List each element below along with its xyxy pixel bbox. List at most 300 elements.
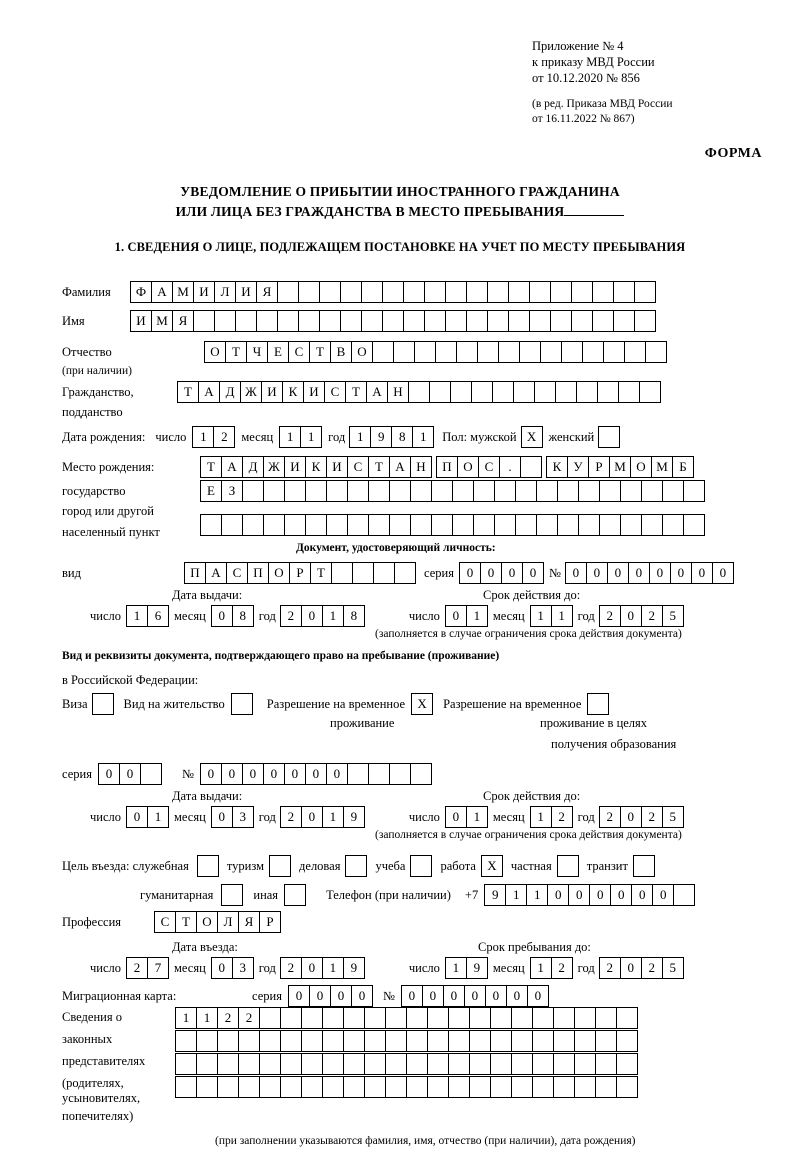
form-cell[interactable]: 1 — [530, 957, 552, 979]
doc-issue-month-cells[interactable] — [211, 605, 254, 627]
form-cell[interactable] — [561, 341, 583, 363]
form-cell[interactable] — [385, 1007, 407, 1029]
form-cell[interactable]: К — [546, 456, 568, 478]
form-cell[interactable] — [683, 480, 705, 502]
form-cell[interactable] — [529, 310, 551, 332]
form-cell[interactable]: М — [151, 310, 173, 332]
form-cell[interactable] — [319, 310, 341, 332]
form-cell[interactable] — [347, 763, 369, 785]
form-cell[interactable]: 0 — [628, 562, 650, 584]
form-cell[interactable]: 1 — [192, 426, 214, 448]
form-cell[interactable] — [662, 480, 684, 502]
phone-cells[interactable] — [484, 884, 695, 906]
form-cell[interactable]: 8 — [391, 426, 413, 448]
form-cell[interactable]: А — [198, 381, 220, 403]
form-cell[interactable]: 0 — [547, 884, 569, 906]
form-cell[interactable] — [410, 480, 432, 502]
form-cell[interactable]: И — [284, 456, 306, 478]
form-cell[interactable] — [343, 1053, 365, 1075]
form-cell[interactable] — [238, 1053, 260, 1075]
form-cell[interactable]: 0 — [301, 605, 323, 627]
form-cell[interactable] — [263, 514, 285, 536]
form-cell[interactable]: 3 — [232, 806, 254, 828]
form-cell[interactable] — [662, 514, 684, 536]
form-cell[interactable]: 0 — [119, 763, 141, 785]
mig-number-cells[interactable] — [401, 985, 549, 1007]
form-cell[interactable] — [477, 341, 499, 363]
form-cell[interactable] — [452, 514, 474, 536]
form-cell[interactable] — [217, 1076, 239, 1098]
form-cell[interactable] — [553, 1007, 575, 1029]
form-cell[interactable] — [280, 1007, 302, 1029]
entry-month-cells[interactable] — [211, 957, 254, 979]
form-cell[interactable] — [389, 480, 411, 502]
form-cell[interactable] — [498, 341, 520, 363]
form-cell[interactable] — [620, 514, 642, 536]
form-cell[interactable] — [200, 514, 222, 536]
form-cell[interactable] — [448, 1030, 470, 1052]
form-cell[interactable]: 0 — [522, 562, 544, 584]
form-cell[interactable]: 0 — [126, 806, 148, 828]
mig-series-cells[interactable] — [288, 985, 373, 1007]
form-cell[interactable]: Т — [309, 341, 331, 363]
form-cell[interactable] — [406, 1053, 428, 1075]
form-cell[interactable] — [603, 341, 625, 363]
form-cell[interactable]: Т — [200, 456, 222, 478]
form-cell[interactable]: 0 — [301, 806, 323, 828]
form-cell[interactable]: О — [204, 341, 226, 363]
birth-day-cells[interactable] — [192, 426, 235, 448]
form-cell[interactable] — [301, 1053, 323, 1075]
doc-valid-month-cells[interactable] — [530, 605, 573, 627]
form-cell[interactable]: 2 — [641, 806, 663, 828]
form-cell[interactable] — [175, 1030, 197, 1052]
form-cell[interactable]: С — [226, 562, 248, 584]
purpose-transit-checkbox[interactable] — [633, 855, 655, 877]
form-cell[interactable] — [574, 1007, 596, 1029]
form-cell[interactable] — [469, 1007, 491, 1029]
form-cell[interactable] — [403, 310, 425, 332]
form-cell[interactable]: 1 — [322, 806, 344, 828]
form-cell[interactable]: Я — [172, 310, 194, 332]
form-cell[interactable]: М — [172, 281, 194, 303]
form-cell[interactable] — [382, 310, 404, 332]
form-cell[interactable]: 0 — [607, 562, 629, 584]
form-cell[interactable] — [406, 1007, 428, 1029]
form-cell[interactable]: 0 — [586, 562, 608, 584]
form-cell[interactable]: 0 — [565, 562, 587, 584]
form-cell[interactable]: Р — [289, 562, 311, 584]
form-cell[interactable] — [513, 381, 535, 403]
form-cell[interactable]: Я — [238, 911, 260, 933]
form-cell[interactable]: 1 — [147, 806, 169, 828]
form-cell[interactable] — [406, 1076, 428, 1098]
form-cell[interactable]: 0 — [589, 884, 611, 906]
form-cell[interactable]: 1 — [126, 605, 148, 627]
form-cell[interactable] — [364, 1076, 386, 1098]
form-cell[interactable]: И — [130, 310, 152, 332]
form-cell[interactable]: Я — [256, 281, 278, 303]
form-cell[interactable]: 2 — [599, 957, 621, 979]
form-cell[interactable] — [616, 1053, 638, 1075]
form-cell[interactable] — [427, 1007, 449, 1029]
form-cell[interactable] — [406, 1030, 428, 1052]
form-cell[interactable] — [364, 1007, 386, 1029]
form-cell[interactable] — [238, 1030, 260, 1052]
form-cell[interactable] — [259, 1030, 281, 1052]
form-cell[interactable] — [673, 884, 695, 906]
form-cell[interactable]: 0 — [620, 806, 642, 828]
form-cell[interactable] — [175, 1076, 197, 1098]
form-cell[interactable] — [511, 1053, 533, 1075]
form-cell[interactable] — [140, 763, 162, 785]
form-cell[interactable] — [624, 341, 646, 363]
form-cell[interactable] — [645, 341, 667, 363]
form-cell[interactable] — [511, 1076, 533, 1098]
form-cell[interactable] — [641, 480, 663, 502]
form-cell[interactable] — [599, 480, 621, 502]
form-cell[interactable] — [277, 310, 299, 332]
form-cell[interactable] — [456, 341, 478, 363]
legal-rep-cells-row2[interactable] — [175, 1030, 638, 1052]
form-cell[interactable] — [385, 1076, 407, 1098]
form-cell[interactable]: 0 — [568, 884, 590, 906]
form-cell[interactable]: С — [288, 341, 310, 363]
form-cell[interactable]: 0 — [527, 985, 549, 1007]
form-cell[interactable]: Т — [310, 562, 332, 584]
form-cell[interactable]: О — [351, 341, 373, 363]
form-cell[interactable] — [373, 562, 395, 584]
visa-checkbox[interactable] — [92, 693, 114, 715]
form-cell[interactable]: 0 — [501, 562, 523, 584]
form-cell[interactable] — [639, 381, 661, 403]
form-cell[interactable] — [427, 1076, 449, 1098]
doc-kind-cells[interactable] — [184, 562, 416, 584]
doc-issue-year-cells[interactable] — [280, 605, 365, 627]
form-cell[interactable] — [403, 281, 425, 303]
form-cell[interactable] — [343, 1076, 365, 1098]
stay-number-cells[interactable] — [200, 763, 432, 785]
form-cell[interactable]: 2 — [126, 957, 148, 979]
form-cell[interactable]: Ч — [246, 341, 268, 363]
form-cell[interactable] — [280, 1076, 302, 1098]
temp-residence-checkbox[interactable]: X — [411, 693, 433, 715]
form-cell[interactable] — [352, 562, 374, 584]
form-cell[interactable] — [217, 1053, 239, 1075]
stay-issue-day-cells[interactable] — [126, 806, 169, 828]
form-cell[interactable] — [620, 480, 642, 502]
form-cell[interactable] — [471, 381, 493, 403]
form-cell[interactable] — [550, 281, 572, 303]
stay-valid-year-cells[interactable] — [599, 806, 684, 828]
form-cell[interactable] — [217, 1030, 239, 1052]
stay-issue-month-cells[interactable] — [211, 806, 254, 828]
form-cell[interactable] — [322, 1053, 344, 1075]
stay-series-cells[interactable] — [98, 763, 162, 785]
form-cell[interactable] — [508, 281, 530, 303]
form-cell[interactable] — [319, 281, 341, 303]
form-cell[interactable] — [196, 1030, 218, 1052]
profession-cells[interactable] — [154, 911, 281, 933]
form-cell[interactable]: И — [193, 281, 215, 303]
patronymic-cells[interactable] — [204, 341, 667, 363]
form-cell[interactable]: И — [235, 281, 257, 303]
form-cell[interactable] — [641, 514, 663, 536]
form-cell[interactable]: О — [630, 456, 652, 478]
form-cell[interactable]: 0 — [242, 763, 264, 785]
doc-valid-day-cells[interactable] — [445, 605, 488, 627]
form-cell[interactable] — [259, 1076, 281, 1098]
purpose-service-checkbox[interactable] — [197, 855, 219, 877]
form-cell[interactable] — [553, 1076, 575, 1098]
form-cell[interactable] — [427, 1053, 449, 1075]
form-cell[interactable]: 0 — [221, 763, 243, 785]
form-cell[interactable]: 2 — [599, 806, 621, 828]
form-cell[interactable]: Т — [368, 456, 390, 478]
form-cell[interactable]: 1 — [530, 806, 552, 828]
surname-cells[interactable] — [130, 281, 656, 303]
form-cell[interactable]: Т — [345, 381, 367, 403]
form-cell[interactable]: 1 — [196, 1007, 218, 1029]
form-cell[interactable]: 1 — [526, 884, 548, 906]
form-cell[interactable]: С — [347, 456, 369, 478]
form-cell[interactable] — [595, 1053, 617, 1075]
form-cell[interactable] — [487, 310, 509, 332]
form-cell[interactable] — [445, 281, 467, 303]
form-cell[interactable] — [322, 1030, 344, 1052]
form-cell[interactable] — [490, 1053, 512, 1075]
doc-series-cells[interactable] — [459, 562, 544, 584]
form-cell[interactable]: 0 — [288, 985, 310, 1007]
form-cell[interactable]: Е — [267, 341, 289, 363]
form-cell[interactable]: 0 — [445, 605, 467, 627]
form-cell[interactable] — [553, 1053, 575, 1075]
form-cell[interactable]: П — [184, 562, 206, 584]
form-cell[interactable] — [574, 1053, 596, 1075]
legal-rep-cells-row4[interactable] — [175, 1076, 638, 1098]
form-cell[interactable]: Т — [225, 341, 247, 363]
form-cell[interactable]: П — [247, 562, 269, 584]
form-cell[interactable]: 0 — [211, 957, 233, 979]
form-cell[interactable] — [256, 310, 278, 332]
form-cell[interactable] — [595, 1030, 617, 1052]
legal-rep-cells-row1[interactable] — [175, 1007, 638, 1029]
form-cell[interactable]: 0 — [620, 957, 642, 979]
form-cell[interactable]: 0 — [464, 985, 486, 1007]
doc-number-cells[interactable] — [565, 562, 734, 584]
form-cell[interactable]: Р — [588, 456, 610, 478]
form-cell[interactable] — [196, 1076, 218, 1098]
form-cell[interactable] — [385, 1030, 407, 1052]
form-cell[interactable] — [490, 1030, 512, 1052]
form-cell[interactable] — [361, 310, 383, 332]
residence-permit-checkbox[interactable] — [231, 693, 253, 715]
form-cell[interactable]: 3 — [232, 957, 254, 979]
form-cell[interactable]: 0 — [506, 985, 528, 1007]
legal-rep-cells-row3[interactable] — [175, 1053, 638, 1075]
form-cell[interactable] — [508, 310, 530, 332]
form-cell[interactable] — [340, 310, 362, 332]
purpose-business-checkbox[interactable] — [345, 855, 367, 877]
form-cell[interactable]: 2 — [213, 426, 235, 448]
form-cell[interactable]: 0 — [401, 985, 423, 1007]
form-cell[interactable]: С — [324, 381, 346, 403]
stay-end-day-cells[interactable] — [445, 957, 488, 979]
form-cell[interactable] — [431, 514, 453, 536]
form-cell[interactable] — [550, 310, 572, 332]
form-cell[interactable]: 1 — [322, 957, 344, 979]
purpose-tourism-checkbox[interactable] — [269, 855, 291, 877]
form-cell[interactable] — [280, 1053, 302, 1075]
entry-day-cells[interactable] — [126, 957, 169, 979]
form-cell[interactable]: С — [154, 911, 176, 933]
form-cell[interactable] — [578, 514, 600, 536]
form-cell[interactable] — [305, 514, 327, 536]
form-cell[interactable]: 9 — [466, 957, 488, 979]
form-cell[interactable] — [536, 514, 558, 536]
form-cell[interactable]: Б — [672, 456, 694, 478]
form-cell[interactable] — [372, 341, 394, 363]
form-cell[interactable] — [466, 310, 488, 332]
form-cell[interactable] — [532, 1030, 554, 1052]
form-cell[interactable]: Е — [200, 480, 222, 502]
birthplace-mid-cells[interactable] — [436, 456, 542, 478]
purpose-humanitarian-checkbox[interactable] — [221, 884, 243, 906]
form-cell[interactable]: 0 — [200, 763, 222, 785]
form-cell[interactable] — [490, 1076, 512, 1098]
form-cell[interactable]: 5 — [662, 806, 684, 828]
form-cell[interactable]: 0 — [445, 806, 467, 828]
form-cell[interactable]: 0 — [211, 806, 233, 828]
form-cell[interactable] — [473, 514, 495, 536]
form-cell[interactable] — [592, 281, 614, 303]
form-cell[interactable] — [634, 310, 656, 332]
purpose-study-checkbox[interactable] — [410, 855, 432, 877]
form-cell[interactable]: 2 — [599, 605, 621, 627]
form-cell[interactable]: 0 — [330, 985, 352, 1007]
form-cell[interactable]: Н — [410, 456, 432, 478]
form-cell[interactable]: 0 — [301, 957, 323, 979]
form-cell[interactable]: 0 — [98, 763, 120, 785]
form-cell[interactable] — [322, 1007, 344, 1029]
form-cell[interactable]: А — [151, 281, 173, 303]
form-cell[interactable] — [263, 480, 285, 502]
form-cell[interactable]: 0 — [670, 562, 692, 584]
form-cell[interactable] — [427, 1030, 449, 1052]
form-cell[interactable]: З — [221, 480, 243, 502]
form-cell[interactable]: О — [457, 456, 479, 478]
form-cell[interactable]: 0 — [211, 605, 233, 627]
sex-female-checkbox[interactable] — [598, 426, 620, 448]
doc-valid-year-cells[interactable] — [599, 605, 684, 627]
form-cell[interactable] — [613, 310, 635, 332]
form-cell[interactable]: 1 — [322, 605, 344, 627]
form-cell[interactable] — [450, 381, 472, 403]
form-cell[interactable]: 0 — [620, 605, 642, 627]
form-cell[interactable]: Т — [177, 381, 199, 403]
form-cell[interactable] — [322, 1076, 344, 1098]
form-cell[interactable]: 2 — [280, 605, 302, 627]
form-cell[interactable]: 2 — [551, 957, 573, 979]
form-cell[interactable] — [616, 1076, 638, 1098]
form-cell[interactable] — [613, 281, 635, 303]
form-cell[interactable]: 0 — [610, 884, 632, 906]
form-cell[interactable] — [466, 281, 488, 303]
form-cell[interactable] — [616, 1007, 638, 1029]
form-cell[interactable]: Н — [387, 381, 409, 403]
form-cell[interactable]: Т — [175, 911, 197, 933]
form-cell[interactable]: 0 — [351, 985, 373, 1007]
form-cell[interactable]: 2 — [280, 806, 302, 828]
form-cell[interactable] — [347, 514, 369, 536]
form-cell[interactable] — [599, 514, 621, 536]
form-cell[interactable]: 0 — [631, 884, 653, 906]
form-cell[interactable] — [511, 1030, 533, 1052]
form-cell[interactable] — [221, 514, 243, 536]
form-cell[interactable] — [582, 341, 604, 363]
form-cell[interactable] — [578, 480, 600, 502]
form-cell[interactable] — [238, 1076, 260, 1098]
purpose-work-checkbox[interactable]: X — [481, 855, 503, 877]
form-cell[interactable]: Р — [259, 911, 281, 933]
form-cell[interactable] — [414, 341, 436, 363]
form-cell[interactable] — [259, 1053, 281, 1075]
form-cell[interactable] — [536, 480, 558, 502]
form-cell[interactable]: . — [499, 456, 521, 478]
form-cell[interactable] — [683, 514, 705, 536]
form-cell[interactable] — [540, 341, 562, 363]
form-cell[interactable] — [242, 480, 264, 502]
form-cell[interactable] — [196, 1053, 218, 1075]
form-cell[interactable]: 0 — [309, 985, 331, 1007]
form-cell[interactable] — [532, 1076, 554, 1098]
form-cell[interactable] — [634, 281, 656, 303]
form-cell[interactable]: 0 — [305, 763, 327, 785]
form-cell[interactable]: П — [436, 456, 458, 478]
form-cell[interactable] — [592, 310, 614, 332]
form-cell[interactable] — [326, 514, 348, 536]
birthplace-city-cells[interactable] — [546, 456, 694, 478]
form-cell[interactable]: Д — [242, 456, 264, 478]
form-cell[interactable]: 1 — [349, 426, 371, 448]
form-cell[interactable]: С — [478, 456, 500, 478]
entry-year-cells[interactable] — [280, 957, 365, 979]
name-cells[interactable] — [130, 310, 656, 332]
form-cell[interactable]: 0 — [263, 763, 285, 785]
form-cell[interactable] — [557, 480, 579, 502]
form-cell[interactable] — [393, 341, 415, 363]
form-cell[interactable] — [574, 1076, 596, 1098]
form-cell[interactable]: А — [389, 456, 411, 478]
form-cell[interactable]: А — [221, 456, 243, 478]
form-cell[interactable] — [410, 763, 432, 785]
form-cell[interactable] — [571, 281, 593, 303]
form-cell[interactable]: М — [651, 456, 673, 478]
form-cell[interactable] — [597, 381, 619, 403]
form-cell[interactable]: 1 — [300, 426, 322, 448]
form-cell[interactable]: Л — [214, 281, 236, 303]
form-cell[interactable] — [394, 562, 416, 584]
form-cell[interactable]: 0 — [712, 562, 734, 584]
form-cell[interactable] — [529, 281, 551, 303]
form-cell[interactable] — [408, 381, 430, 403]
form-cell[interactable] — [361, 281, 383, 303]
form-cell[interactable]: 2 — [551, 806, 573, 828]
form-cell[interactable] — [448, 1076, 470, 1098]
form-cell[interactable] — [298, 281, 320, 303]
form-cell[interactable]: 1 — [445, 957, 467, 979]
form-cell[interactable] — [193, 310, 215, 332]
